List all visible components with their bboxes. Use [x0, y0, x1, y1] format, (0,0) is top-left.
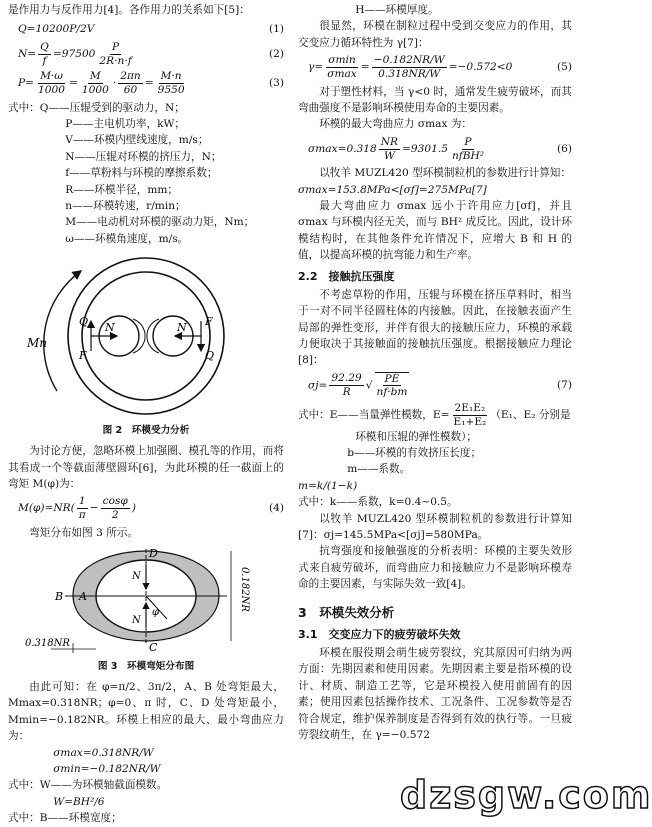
eq6-frac2	[450, 136, 486, 162]
eq6-f2n: P	[464, 135, 472, 148]
eq2-f1d: f	[42, 54, 47, 67]
eq5-frac1	[325, 54, 359, 80]
eq7-f1n: 92.29	[331, 372, 362, 385]
label-n-bottom: N	[132, 615, 141, 627]
eq4-frac1	[77, 495, 88, 521]
h-definition: H——环模厚度。	[355, 4, 439, 16]
right-paragraph-3: 环模的最大弯曲应力 σmax 为：	[319, 118, 473, 131]
section-3-heading: 3 环模失效分析	[298, 604, 395, 620]
eq6-mid: =9301.5	[402, 143, 448, 156]
equation-2-body	[8, 41, 136, 67]
eq3-f3d: 60	[123, 83, 138, 96]
left-def-item: R——环模半径，mm；	[65, 183, 179, 196]
label-d: D	[149, 547, 158, 561]
left-def-item: M——电动机对环模的驱动力矩，Nm；	[65, 216, 255, 229]
e-frac-n: 2E₁E₂	[454, 402, 486, 415]
equation-1	[8, 21, 284, 37]
left-paragraph-1: 为讨论方便，忽略环模上加强圈、模孔等的作用，而将其看成一个等截面薄壁圆环[6]，为此环模的任一截面上的弯矩 M(φ)为：	[8, 445, 284, 490]
left-def-item: V——环模内壁线速度，m/s；	[65, 134, 209, 147]
eq2-f1n: Q	[40, 40, 49, 53]
eq6-lhs: σmax=0.318	[308, 143, 377, 156]
eq4-frac2	[101, 495, 130, 521]
e-definition-cont: 环模和压辊的弹性模数）；	[355, 430, 478, 443]
m-definition: m——系数。	[347, 463, 411, 476]
right-paragraph-4: 以牧羊 MUZL420 型环模制粒机的参数进行计算知：	[319, 167, 571, 180]
eq2-lhs: N=	[18, 48, 37, 61]
right-paragraph-9: 环模在服役期会萌生疲劳裂纹，究其原因可归纳为两方面：先期因素和使用因素。先期因素主要是指环模的设计、材质、制造工艺等，它是环模投入使用前固有的因素；使用因素包括操作技术、工况条件、工况参数等是否符合规定，维护保养制度是否得到有效的执行等。一旦疲劳裂纹萌生，在 γ=−0.572	[298, 647, 572, 742]
equation-1-body: Q=10200P/2V	[18, 23, 95, 36]
w-definition: 式中：W——为环模轴截面模数。	[8, 779, 168, 792]
figure-2-ring-force-diagram	[21, 251, 271, 421]
equation-6-body	[298, 136, 488, 162]
eq7-sqrt-n: PE	[384, 372, 400, 385]
left-defs-lead: 式中：Q——压辊受到的驱动力，N；	[8, 101, 185, 114]
equation-5	[298, 54, 572, 80]
q-left-label: Q	[79, 315, 89, 329]
q-right-label: Q	[205, 349, 215, 363]
equation-3	[8, 70, 284, 96]
f-left-label: F	[79, 349, 87, 363]
eq5-f1n: σmin	[328, 54, 356, 67]
eq3-eq2: =	[144, 77, 154, 90]
right-paragraph-7: 以牧羊 MUZL420 型环模制粒机的参数进行计算知[7]：σj=145.5MPa<[σj]=580MPa。	[298, 512, 572, 542]
equation-7-number: (7)	[556, 379, 572, 392]
label-n-top: N	[132, 571, 141, 583]
eq6-f2d: nfBH²	[451, 149, 484, 162]
eq4-f1d: π	[78, 509, 86, 522]
eq4-f2d: 2	[111, 509, 119, 522]
left-paragraph-2: 弯矩分布如图 3 所示。	[29, 526, 139, 539]
label-b: B	[55, 590, 64, 604]
n-right-label: N	[177, 321, 187, 335]
m-formula: m=k/(1−k)	[298, 479, 358, 492]
equation-7	[298, 372, 572, 399]
sigma-min-formula: σmin=−0.182NR/W	[53, 763, 161, 776]
eq3-f4d: 9550	[157, 83, 185, 96]
equation-4-body: M(φ)=NR( $\frac{1}{\pi}$ − $\frac{\cos\varphi}{2}$ )	[18, 495, 136, 522]
equation-5-number: (5)	[556, 61, 572, 74]
eq3-eq: =	[68, 77, 78, 90]
equation-1-number: (1)	[268, 23, 284, 36]
left-def-item: n——环模转速，r/min；	[65, 200, 186, 213]
eq3-dot: ·	[112, 77, 117, 90]
b-length-definition: b——环模的有效挤压长度；	[347, 446, 482, 459]
eq7-lhs: σj=	[308, 379, 328, 392]
eq3-frac2	[80, 70, 111, 96]
eq3-frac1	[36, 70, 67, 96]
eq5-f2n: −0.182NR/W	[373, 54, 445, 67]
eq3-f2n: M	[89, 70, 101, 83]
eq4-minus: −	[89, 502, 99, 515]
eq2-f2d: 2R·n·f	[99, 54, 132, 67]
e-frac	[451, 402, 488, 428]
right-paragraph-5: 最大弯曲应力 σmax 远小于许用应力[σf]，并且 σmax 与环模内径无关，而与 BH² 成反比。因此，设计环模结构时，在其他条件允许情况下，应增大 B 和 H 的值，以提高环模的抗弯能力和生产率。	[298, 200, 572, 262]
figure-3-caption: 图 3 环模弯矩分布图	[97, 661, 195, 673]
left-def-item: P——主电机功率，kW；	[65, 118, 185, 131]
equation-2	[8, 41, 284, 67]
site-watermark: dzsgw.com	[400, 773, 652, 817]
eq5-lhs: γ=	[308, 61, 324, 74]
label-a: A	[79, 590, 87, 604]
equation-2-number: (2)	[268, 47, 284, 60]
e-frac-d: E₁+E₂	[453, 415, 487, 428]
eq3-f3n: 2πn	[120, 70, 141, 83]
mn-label: Mn	[27, 336, 48, 351]
equation-3-body	[8, 70, 189, 96]
e-definition-lead: 式中：E——当量弹性模数，E=	[298, 409, 450, 422]
eq2-frac1	[38, 41, 51, 67]
right-paragraph-1: 很显然，环模在制粒过程中受到交变应力的作用，其交变应力循环特性为 γ[7]：	[298, 20, 572, 49]
calc-result-1: σmax=153.8MPa<[σf]=275MPa[7]	[298, 183, 487, 196]
figure-2-caption: 图 2 环模受力分析	[102, 425, 190, 437]
eq6-f1n: NR	[380, 135, 399, 148]
eq2-frac2	[97, 41, 133, 67]
eq5-rhs: =−0.572<0	[448, 61, 513, 74]
eq3-f2d: 1000	[81, 83, 109, 96]
eq3-frac4	[156, 70, 187, 96]
eq5-frac2	[372, 54, 447, 80]
eq3-f1d: 1000	[38, 83, 65, 96]
w-formula: W=BH²/6	[53, 795, 105, 808]
figure-3-bending-moment-diagram	[21, 545, 271, 657]
equation-6-number: (6)	[556, 142, 572, 155]
b-definition: 式中：B——环模宽度；	[8, 812, 122, 825]
eq3-f4n: M·n	[160, 70, 182, 83]
eq4-lhs: M(φ)=NR	[18, 502, 71, 515]
equation-4	[8, 495, 284, 521]
eq6-frac1	[379, 136, 400, 162]
equation-5-body	[298, 54, 512, 80]
eq3-frac3	[118, 70, 143, 96]
right-paragraph-8: 抗弯强度和接触强度的分析表明：环模的主要失效形式来自疲劳破坏，而弯曲应力和接触应力不是影响环模寿命的主要因素，与实际失效一致[4]。	[298, 545, 572, 591]
eq5-eq: =	[360, 61, 370, 74]
eq5-f2d: 0.318NR/W	[378, 67, 441, 80]
right-paragraph-2: 对于塑性材料，当 γ<0 时，通常发生疲劳破坏，而其弯曲强度不是影响环模使用寿命的主要因素。	[298, 85, 572, 115]
n-left-label: N	[105, 321, 115, 335]
label-0182nr: 0.182NR	[239, 567, 250, 613]
left-def-item: ω——环模角速度，m/s。	[65, 232, 189, 245]
eq4-f1n: 1	[78, 495, 86, 508]
e-definition-tail: （E₁、E₂ 分别是	[490, 409, 571, 422]
left-def-item: N——压辊对环模的挤压力，N；	[65, 150, 222, 163]
eq2-mid: =97500	[52, 48, 96, 61]
left-paragraph-3: 由此可知：在 φ=π/2、3π/2，A、B 处弯矩最大，Mmax=0.318NR；φ=0、π 时，C、D 处弯矩最小，Mmin=−0.182NR。环模上相应的最大、最小弯曲应力为：	[8, 681, 284, 743]
right-paragraph-6: 不考虑草粉的作用，压辊与环模在挤压草料时，相当于一对不同半径圆柱体的内接触。因此，在接触表面产生局部的弹性变形，并伴有很大的接触压应力，环模的承载力便取决于其接触面的接触抗压强度。根据接触应力理论[8]：	[298, 288, 572, 367]
eq7-sqrt-frac	[375, 372, 410, 399]
section-3-1-heading: 3.1 交变应力下的疲劳破坏失效	[298, 628, 461, 642]
eq4-f2n: cosφ	[102, 495, 128, 508]
left-intro: 是作用力与反作用力[4]。各作用力的关系如下[5]：	[8, 4, 250, 16]
left-column	[8, 2, 284, 827]
eq7-sqrt-d: nf·bm	[376, 386, 408, 399]
eq3-lhs: P=	[18, 77, 35, 90]
equation-6	[298, 136, 572, 162]
label-0318nr: 0.318NR	[25, 638, 70, 650]
section-2-2-heading: 2.2 接触抗压强度	[298, 269, 395, 283]
k-definition: 式中：k——系数，k=0.4~0.5。	[298, 496, 458, 509]
left-def-item: f——草粉料与环模的摩擦系数；	[65, 167, 218, 180]
eq5-f1d: σmax	[327, 67, 357, 80]
eq6-f1d: W	[383, 149, 395, 162]
equation-7-body: σj= $\frac{92.29}{R}$ √ $\frac{PE}{nf\cdot bm}$	[308, 372, 408, 399]
f-right-label: F	[205, 315, 213, 329]
label-c: C	[149, 641, 158, 655]
sigma-max-formula: σmax=0.318NR/W	[53, 746, 154, 759]
mn-rotation-arrow	[44, 271, 81, 391]
eq7-frac1	[329, 372, 363, 398]
eq3-f1n: M·ω	[40, 70, 63, 83]
right-column	[298, 2, 572, 744]
e-definition	[298, 402, 572, 428]
eq7-f1d: R	[342, 385, 351, 398]
label-phi: φ	[152, 607, 160, 619]
equation-3-number: (3)	[268, 77, 284, 90]
equation-4-number: (4)	[268, 502, 284, 515]
eq2-f2n: P	[111, 40, 120, 53]
